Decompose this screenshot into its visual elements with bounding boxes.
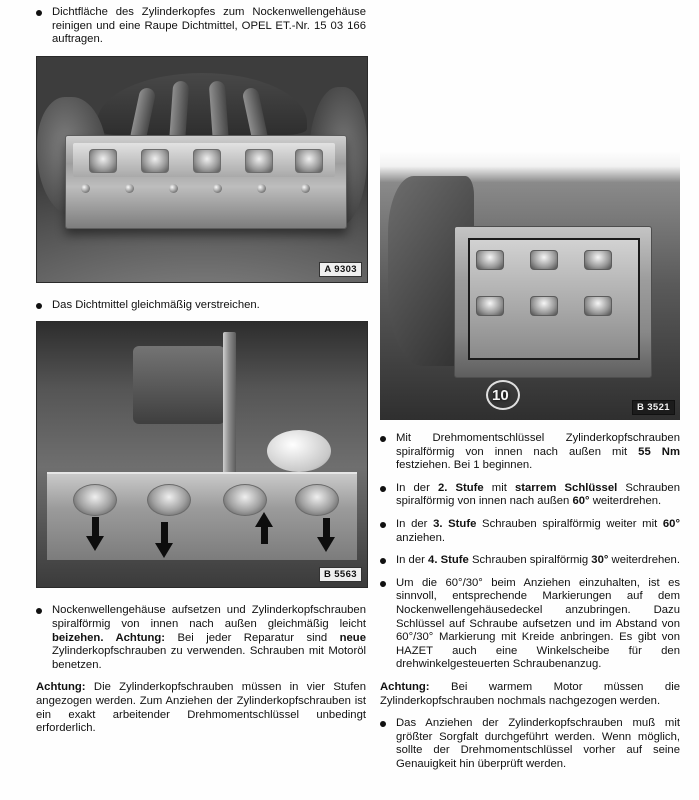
photo-arrow-marker [155, 543, 173, 558]
body-text: weiterdrehen. [589, 495, 662, 508]
bullet-dot-icon [36, 10, 42, 16]
emphasis-text: 3. Stufe [433, 517, 477, 530]
note-torque-wrench [36, 681, 366, 735]
tightening-stage-list [380, 432, 680, 672]
bullet-dot-icon [36, 303, 42, 309]
photo-cam-bearing-shape [584, 296, 612, 316]
bullet-stage-3 [380, 518, 680, 545]
note-label: Achtung: [36, 681, 86, 694]
right-column [380, 150, 680, 780]
bullet-text [396, 482, 680, 508]
note-label: Achtung: [380, 680, 430, 693]
note-text: Bei warmem Motor müssen die Zylinderkopfschrauben nochmals nachgezogen werden. [380, 680, 680, 707]
photo-stud-shape [257, 184, 266, 193]
photo-oil-cap-shape [267, 430, 331, 472]
photo-arrow-marker [317, 537, 335, 552]
bullet-text [396, 518, 680, 544]
bullet-text [396, 577, 680, 671]
photo-caption-b5563: B 5563 [319, 567, 362, 582]
photo-cam-bore-shape [295, 149, 323, 173]
photo-stud-shape [125, 184, 134, 193]
photo-cam-bore-shape [141, 149, 169, 173]
body-text: Schrauben spiralförmig weiter mit [476, 517, 663, 530]
photo-cylinder-head [36, 56, 368, 283]
body-text: Bei jeder Reparatur sind [165, 631, 340, 644]
photo-caption-b3521: B 3521 [632, 400, 675, 415]
bullet-stage-2 [380, 482, 680, 509]
emphasis-text: starrem Schlüssel [514, 481, 618, 494]
bullet-accuracy [380, 717, 680, 771]
photo-cam-bearing-shape [584, 250, 612, 270]
bullet-marking-hint [380, 577, 680, 672]
body-text: Um die 60°/30° beim Anziehen einzuhalten, ist es sinnvoll, entsprechende Markierungen auf dem Nockenwellengehäusedeckel anzubringen. Dazu Schlüssel auf Schraube aufsetzen und im Abstand von 60°/30° Markierung mit Kreide anbringen. Es gibt von HAZET auch eine Winkelscheibe für den drehwinkelgesteuerten Schraubenanzug. [396, 576, 680, 671]
bullet-dot-icon [36, 608, 42, 614]
bullet-text [52, 604, 366, 670]
photo-stud-shape [169, 184, 178, 193]
body-text: Schrauben spiralförmig [468, 554, 592, 567]
photo-stud-shape [213, 184, 222, 193]
emphasis-text: 4. Stufe [428, 554, 469, 567]
note-text: Die Zylinderkopfschrauben müssen in vier Stufen angezogen werden. Zum Anziehen der Zylinderkopfschrauben ist ein exakt arbeitender Drehmomentschlüssel unbedingt erforderlich. [36, 681, 366, 735]
bullet-clean-sealing-face [36, 6, 366, 47]
emphasis-text: 60° [662, 517, 680, 530]
photo-engine-block [36, 321, 368, 588]
bullet-text: Dichtfläche des Zylinderkopfes zum Nockenwellengehäuse reinigen und eine Raupe Dichtmittel, OPEL ET.-Nr. 15 03 166 auftragen. [52, 6, 366, 46]
photo-cam-bearing-shape [476, 250, 504, 270]
body-text: festziehen. Bei 1 beginnen. [396, 459, 533, 472]
bullet-dot-icon [380, 522, 386, 528]
photo-cam-bearing-shape [530, 250, 558, 270]
emphasis-text: beizehen. Achtung: [52, 631, 166, 644]
bullet-spread-sealant [36, 299, 366, 313]
body-text: anziehen. [396, 531, 445, 544]
photo-arrow-marker [255, 512, 273, 527]
photo-stud-shape [81, 184, 90, 193]
photo-cam-bore-shape [193, 149, 221, 173]
body-text: Schrauben spiralförmig von innen nach außen [396, 481, 680, 508]
photo-carburettor-shape [133, 346, 225, 424]
bullet-text: Das Dichtmittel gleichmäßig verstreichen. [52, 298, 260, 311]
bullet-dot-icon [380, 486, 386, 492]
body-text: In der [396, 481, 438, 494]
bullet-dot-icon [380, 581, 386, 587]
photo-cam-bore-shape [245, 149, 273, 173]
bullet-text [396, 554, 680, 566]
emphasis-text: 60° [572, 495, 590, 508]
bullet-dot-icon [380, 721, 386, 727]
bullet-text [396, 717, 680, 770]
note-warm-engine [380, 681, 680, 708]
bullet-text [396, 432, 680, 471]
photo-arrow-marker [86, 536, 104, 551]
photo-cam-bore-shape [89, 149, 117, 173]
photo-caption-a9303: A 9303 [319, 262, 362, 277]
emphasis-text: neue [339, 631, 366, 644]
emphasis-text: 2. Stufe [437, 481, 484, 494]
body-text: mit [483, 481, 515, 494]
bullet-stage-1 [380, 432, 680, 473]
left-column [36, 6, 366, 745]
photo-cam-bearing-shape [530, 296, 558, 316]
bullet-dot-icon [380, 436, 386, 442]
body-text: Nockenwellengehäuse aufsetzen und Zylinderkopfschrauben spiralförmig von innen nach außen gleichmäßig leicht [52, 604, 366, 630]
bullet-mount-cam-housing [36, 604, 366, 672]
photo-stud-shape [301, 184, 310, 193]
bullet-stage-4 [380, 554, 680, 568]
photo-manifold-shape [97, 73, 307, 135]
body-text: In der [396, 517, 434, 530]
body-text: weiterdrehen. [608, 554, 680, 567]
body-text: In der [396, 554, 429, 567]
body-text: Zylinderkopfschrauben zu verwenden. Schrauben mit Motoröl benetzen. [52, 645, 366, 671]
body-text: Das Anziehen der Zylinderkopfschrauben muß mit größter Sorgfalt durchgeführt werden. Wenn möglich, sollte der Drehmomentschlüssel vorher auf seine Genauigkeit hin überprüft werden. [396, 717, 680, 770]
bullet-dot-icon [380, 558, 386, 564]
body-text: Mit Drehmomentschlüssel Zylinderkopfschrauben spiralförmig von innen nach außen mit [396, 432, 680, 458]
photo-cam-bearing-shape [476, 296, 504, 316]
emphasis-text: 30° [591, 554, 609, 567]
photo-cam-housing [380, 150, 680, 420]
emphasis-text: 55 Nm [638, 445, 680, 458]
photo-marker-number: 10 [492, 387, 509, 404]
